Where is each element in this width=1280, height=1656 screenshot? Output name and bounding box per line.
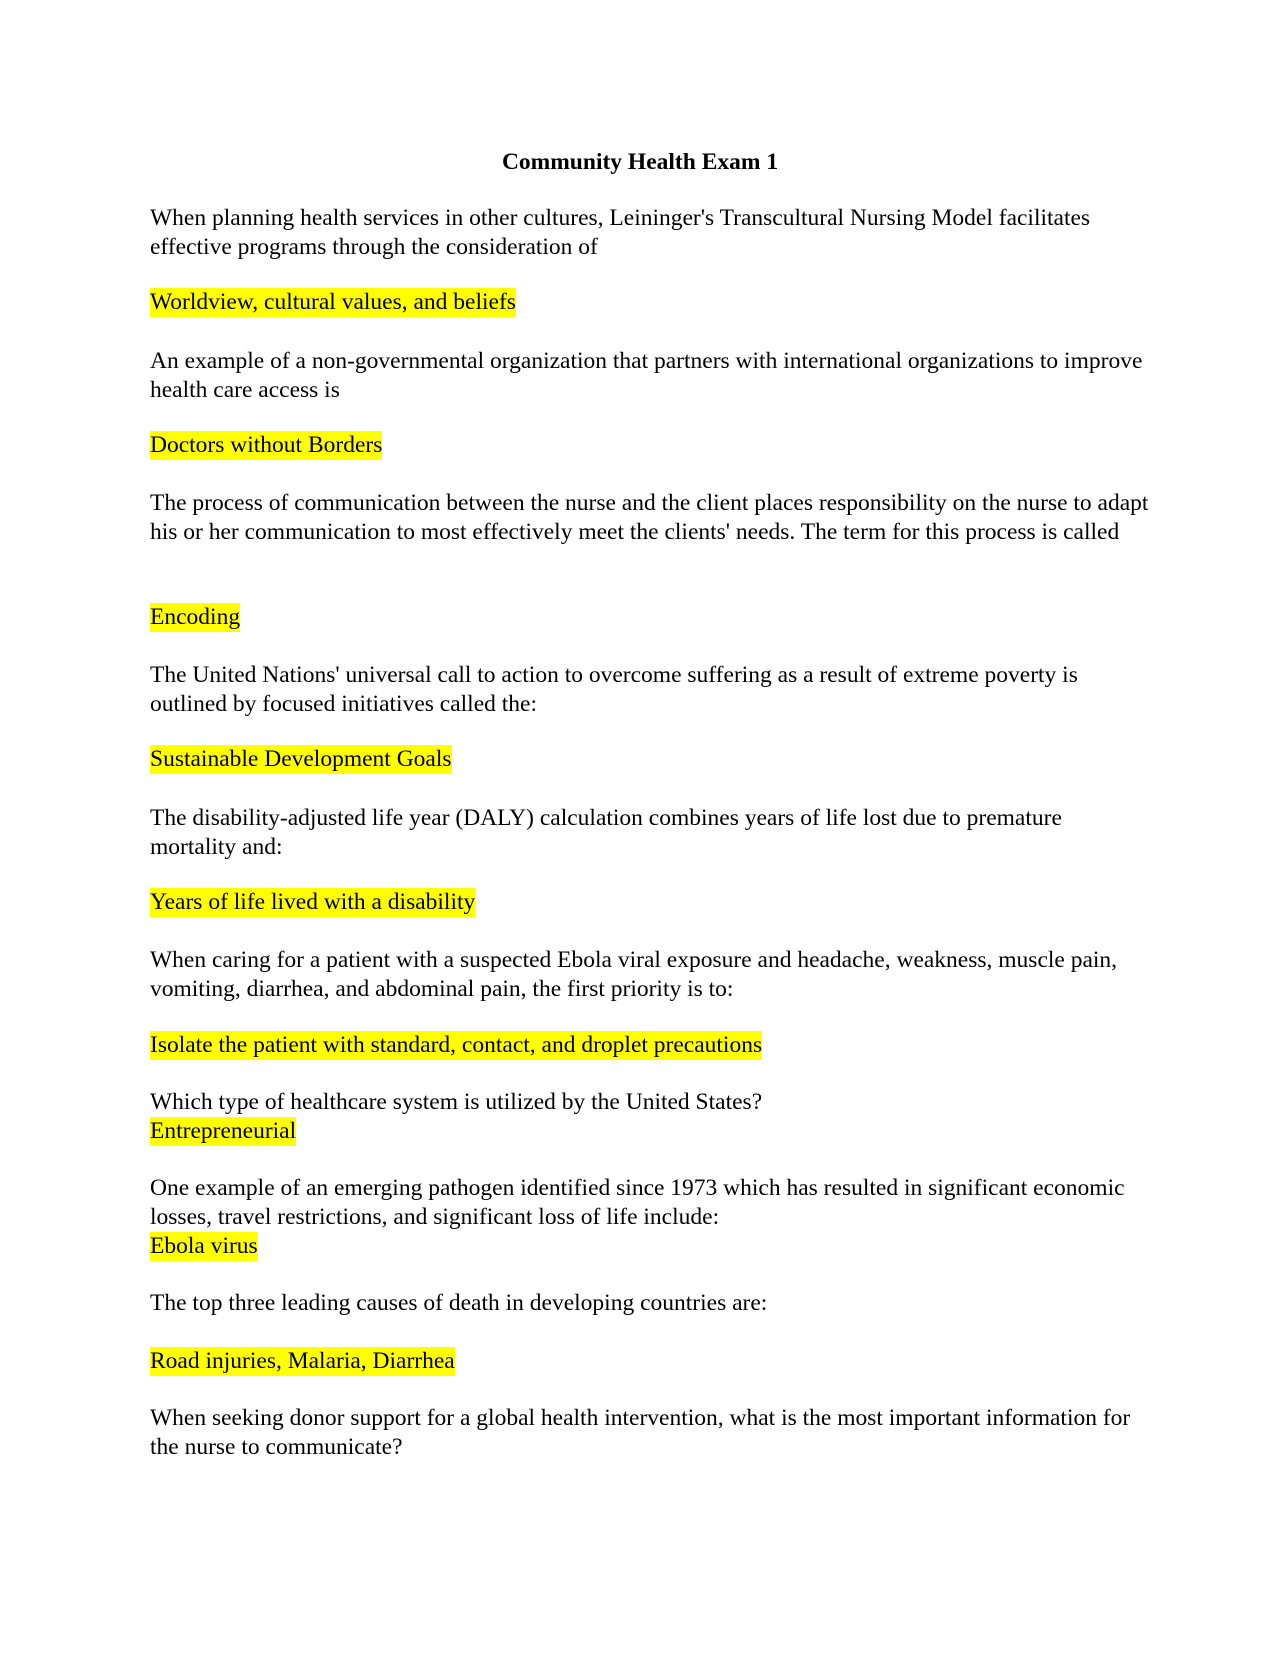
question-6: When caring for a patient with a suspected Ebola viral exposure and headache, weakness, muscle pain, vomiting, diarrhea, and abdominal pain, the first priority is to:: [150, 947, 1118, 1002]
answer-3: [150, 603, 240, 632]
question-9: The top three leading causes of death in developing countries are:: [150, 1290, 768, 1316]
answer-6-highlight: Isolate the patient with standard, contact, and droplet precautions: [150, 1032, 763, 1058]
question-5: The disability-adjusted life year (DALY) calculation combines years of life lost due to premature mortality and:: [150, 805, 1062, 860]
answer-5: [150, 888, 475, 917]
answer-1: [150, 288, 516, 317]
answer-4-highlight: Sustainable Development Goals: [150, 746, 452, 772]
answer-8: [150, 1232, 258, 1261]
page-title: Community Health Exam 1: [501, 149, 779, 175]
answer-8-highlight: Ebola virus: [150, 1233, 258, 1259]
answer-9-highlight: Road injuries, Malaria, Diarrhea: [150, 1348, 455, 1374]
answer-9: [150, 1347, 455, 1376]
question-10: When seeking donor support for a global health intervention, what is the most important information for the nurse to communicate?: [150, 1405, 1131, 1460]
question-1: When planning health services in other cultures, Leininger's Transcultural Nursing Model facilitates effective programs through the consideration of: [150, 205, 1091, 260]
question-2: An example of a non-governmental organization that partners with international organizations to improve health care access is: [150, 348, 1143, 403]
answer-2: [150, 431, 382, 460]
question-3: The process of communication between the nurse and the client places responsibility on the nurse to adapt his or her communication to most effectively meet the clients' needs. The term for this process is called: [150, 490, 1149, 545]
answer-1-highlight: Worldview, cultural values, and beliefs: [150, 289, 516, 315]
answer-4: [150, 745, 452, 774]
question-8: One example of an emerging pathogen identified since 1973 which has resulted in significant economic losses, travel restrictions, and significant loss of life include:: [150, 1175, 1125, 1230]
answer-2-highlight: Doctors without Borders: [150, 432, 383, 458]
answer-6: [150, 1031, 762, 1060]
answer-3-highlight: Encoding: [150, 604, 241, 630]
question-7: Which type of healthcare system is utilized by the United States?: [150, 1089, 763, 1115]
question-4: The United Nations' universal call to action to overcome suffering as a result of extreme poverty is outlined by focused initiatives called the:: [150, 662, 1078, 717]
answer-7-highlight: Entrepreneurial: [150, 1118, 297, 1144]
answer-5-highlight: Years of life lived with a disability: [150, 889, 476, 915]
answer-7: [150, 1117, 296, 1146]
